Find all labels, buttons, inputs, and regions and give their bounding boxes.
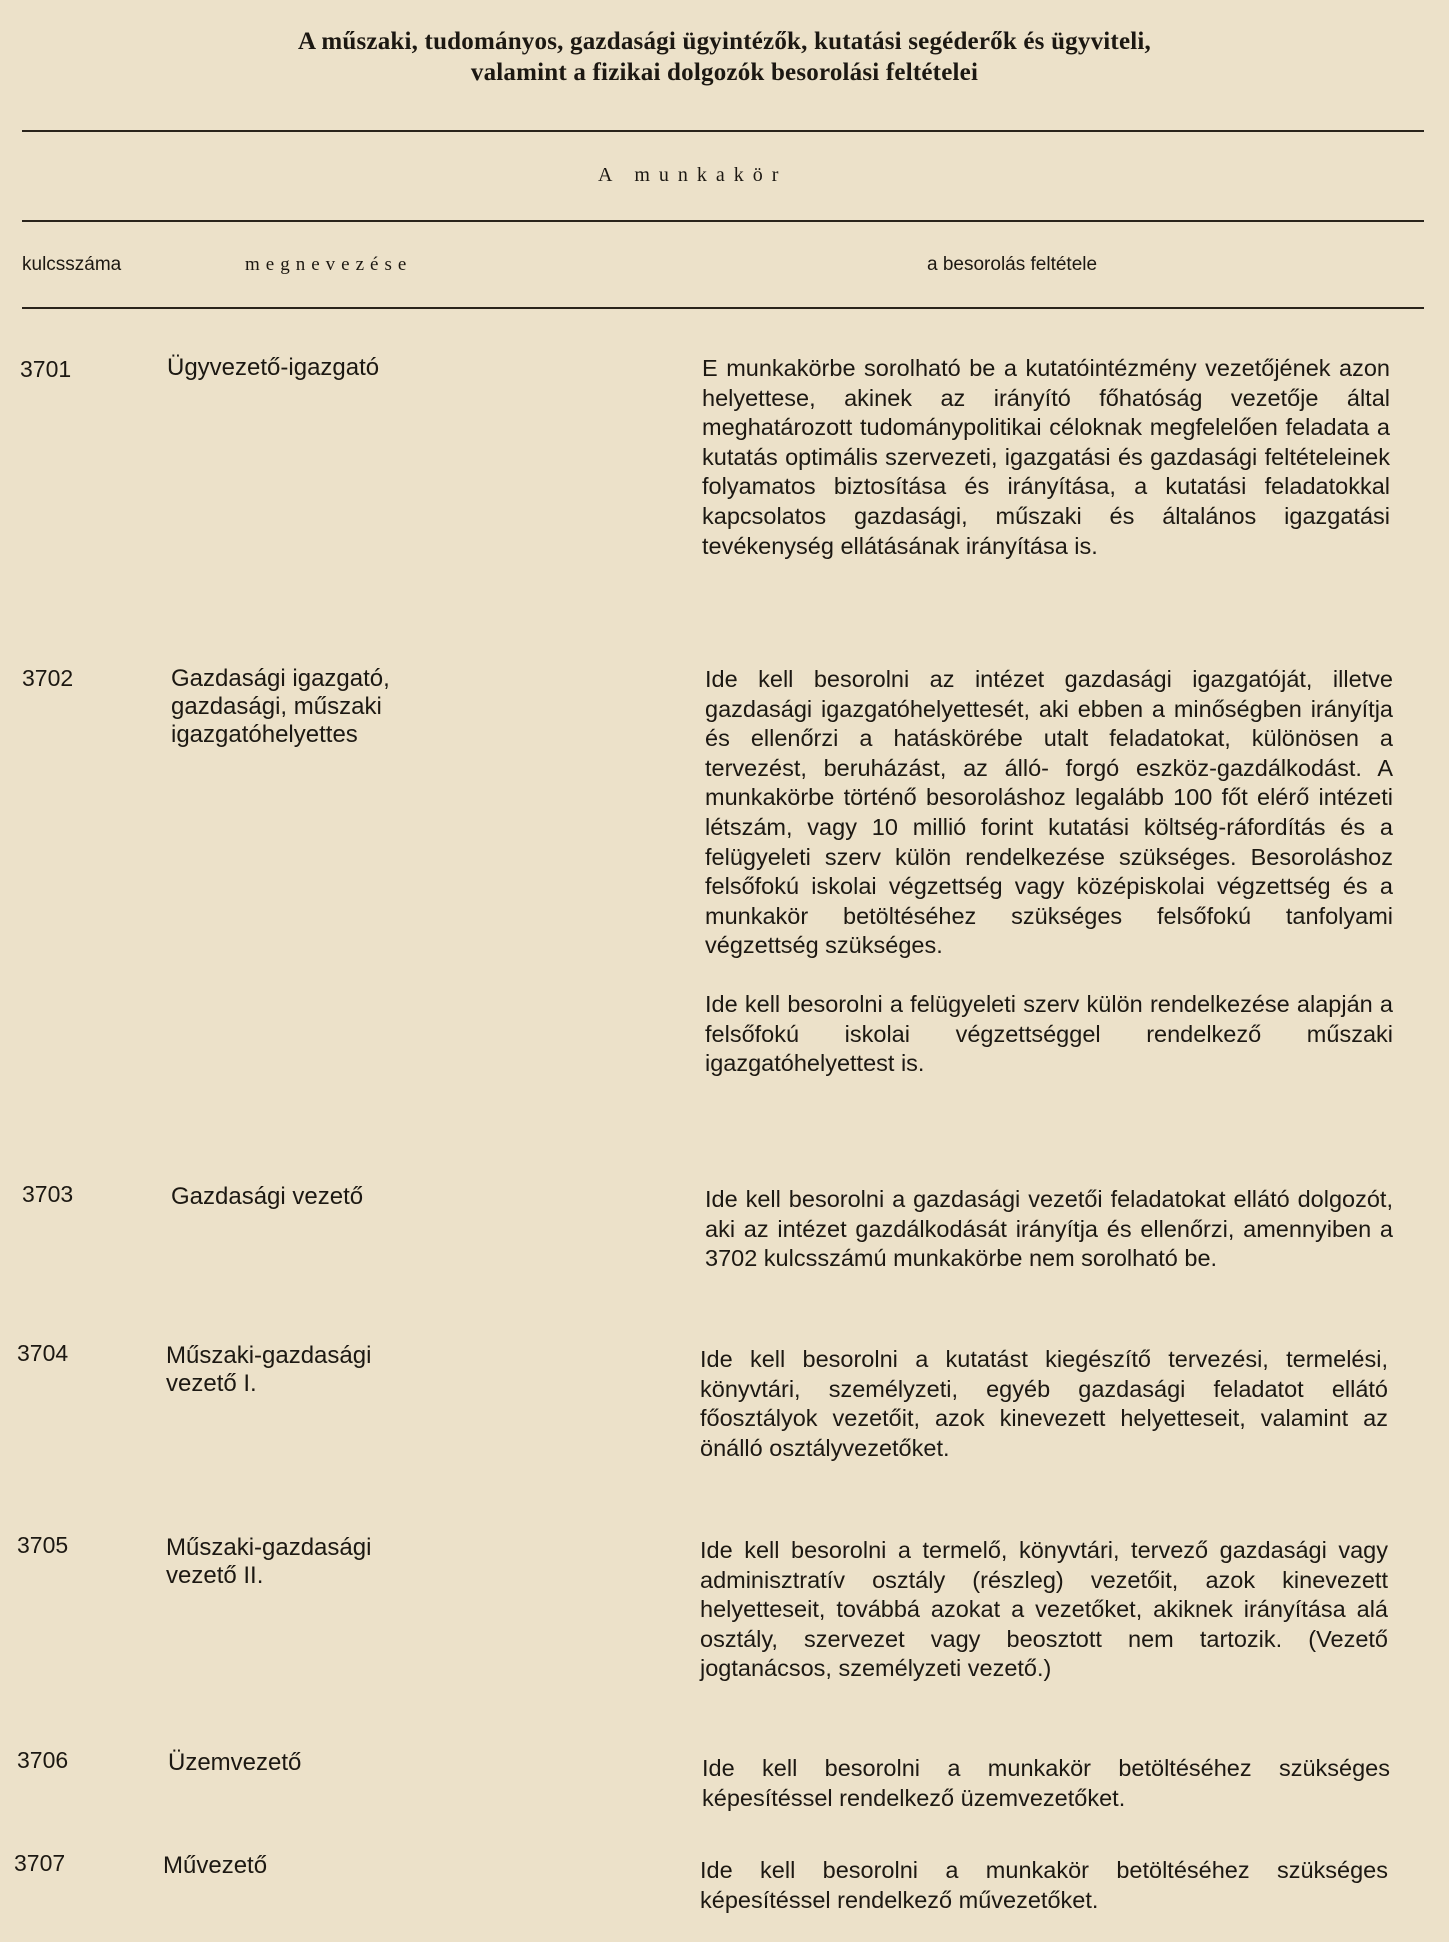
title-line-1: A műszaki, tudományos, gazdasági ügyintézők, kutatási segéderők és ügyviteli, bbox=[298, 28, 1151, 55]
row-condition bbox=[702, 354, 1390, 561]
row-code: 3701 bbox=[20, 356, 72, 382]
row-code: 3705 bbox=[17, 1532, 69, 1558]
header-group-label: A munkakör bbox=[598, 164, 788, 186]
condition-paragraph: Ide kell besorolni a gazdasági vezetői feladatokat ellátó dolgozót, aki az intézet gazdálkodását irányítja és ellenőrzi, amennyiben a 3702 kulcsszámú munkakörbe nem sorolható be. bbox=[705, 1186, 1393, 1272]
condition-paragraph: E munkakörbe sorolható be a kutatóintézmény vezetőjének azon helyettese, akinek az irányító főhatóság vezetője által meghatározott tudománypolitikai céloknak megfelelően feladata a kutatás optimális szervezeti, igazgatási és gazdasági feltételeinek folyamatos biztosítása és irányítása, a kutatási feladatokkal kapcsolatos gazdasági, műszaki és általános igazgatási tevékenység ellátásának irányítása is. bbox=[702, 355, 1390, 559]
row-condition bbox=[705, 665, 1393, 1079]
header-bottom-rule bbox=[22, 307, 1424, 309]
condition-paragraph: Ide kell besorolni a munkakör betöltéséhez szükséges képesítéssel rendelkező művezetőket. bbox=[700, 1857, 1388, 1913]
row-name: Műszaki-gazdasági vezető I. bbox=[166, 1342, 372, 1397]
row-code: 3703 bbox=[22, 1181, 74, 1207]
condition-paragraph: Ide kell besorolni a kutatást kiegészítő tervezési, termelési, könyvtári, személyzeti, egyéb gazdasági feladatot ellátó főosztályok vezetőit, azok kinevezett helyetteseit, valamint az önálló osztályvezetőket. bbox=[700, 1346, 1388, 1461]
condition-paragraph: Ide kell besorolni a termelő, könyvtári, tervező gazdasági vagy adminisztratív osztály (részleg) vezetőit, azok kinevezett helyetteseit, továbbá azokat a vezetőket, akiknek irányítása alá osztály, szervezet vagy beosztott nem tartozik. (Vezető jogtanácsos, személyzeti vezető.) bbox=[700, 1537, 1388, 1682]
row-name: Gazdasági vezető bbox=[171, 1183, 364, 1210]
row-code: 3702 bbox=[22, 665, 74, 691]
row-condition bbox=[700, 1536, 1388, 1684]
row-condition bbox=[702, 1754, 1390, 1813]
row-code: 3706 bbox=[17, 1747, 69, 1773]
condition-paragraph: Ide kell besorolni a munkakör betöltéséhez szükséges képesítéssel rendelkező üzemvezetőket. bbox=[702, 1755, 1390, 1811]
row-name: Gazdasági igazgató, gazdasági, műszaki igazgatóhelyettes bbox=[171, 665, 390, 748]
row-condition bbox=[700, 1345, 1388, 1463]
row-name: Ügyvezető-igazgató bbox=[167, 354, 380, 381]
top-rule bbox=[22, 130, 1424, 132]
row-code: 3704 bbox=[17, 1340, 69, 1366]
document-title bbox=[0, 26, 1449, 88]
row-condition bbox=[700, 1856, 1388, 1915]
column-header-name: megnevezése bbox=[245, 254, 413, 275]
column-header-condition: a besorolás feltétele bbox=[927, 254, 1098, 275]
column-header-code: kulcsszáma bbox=[22, 254, 122, 275]
middle-rule bbox=[22, 220, 1424, 222]
condition-paragraph: Ide kell besorolni a felügyeleti szerv külön rendelkezése alapján a felsőfokú iskolai végzettséggel rendelkező műszaki igazgatóhelyettest is. bbox=[705, 990, 1393, 1077]
row-name: Művezető bbox=[163, 1852, 268, 1879]
condition-paragraph: Ide kell besorolni az intézet gazdasági igazgatóját, illetve gazdasági igazgatóhelyettesét, aki ebben a minőségben irányítja és ellenőrzi a hatáskörébe utalt feladatokat, különösen a tervezést, beruházást, az álló- forgó eszköz-gazdálkodást. A munkakörbe történő besoroláshoz legalább 100 főt elérő intézeti létszám, vagy 10 millió forint kutatási költség-ráfordítás és a felügyeleti szerv külön rendelkezése szükséges. Besoroláshoz felsőfokú iskolai végzettség vagy középiskolai végzettség és a munkakör betöltéséhez szükséges felsőfokú tanfolyami végzettség szükséges. bbox=[705, 666, 1393, 959]
row-condition bbox=[705, 1185, 1393, 1274]
row-name: Üzemvezető bbox=[168, 1749, 302, 1776]
row-name: Műszaki-gazdasági vezető II. bbox=[166, 1534, 372, 1589]
title-line-2: valamint a fizikai dolgozók besorolási feltételei bbox=[470, 59, 979, 86]
row-code: 3707 bbox=[14, 1850, 66, 1876]
